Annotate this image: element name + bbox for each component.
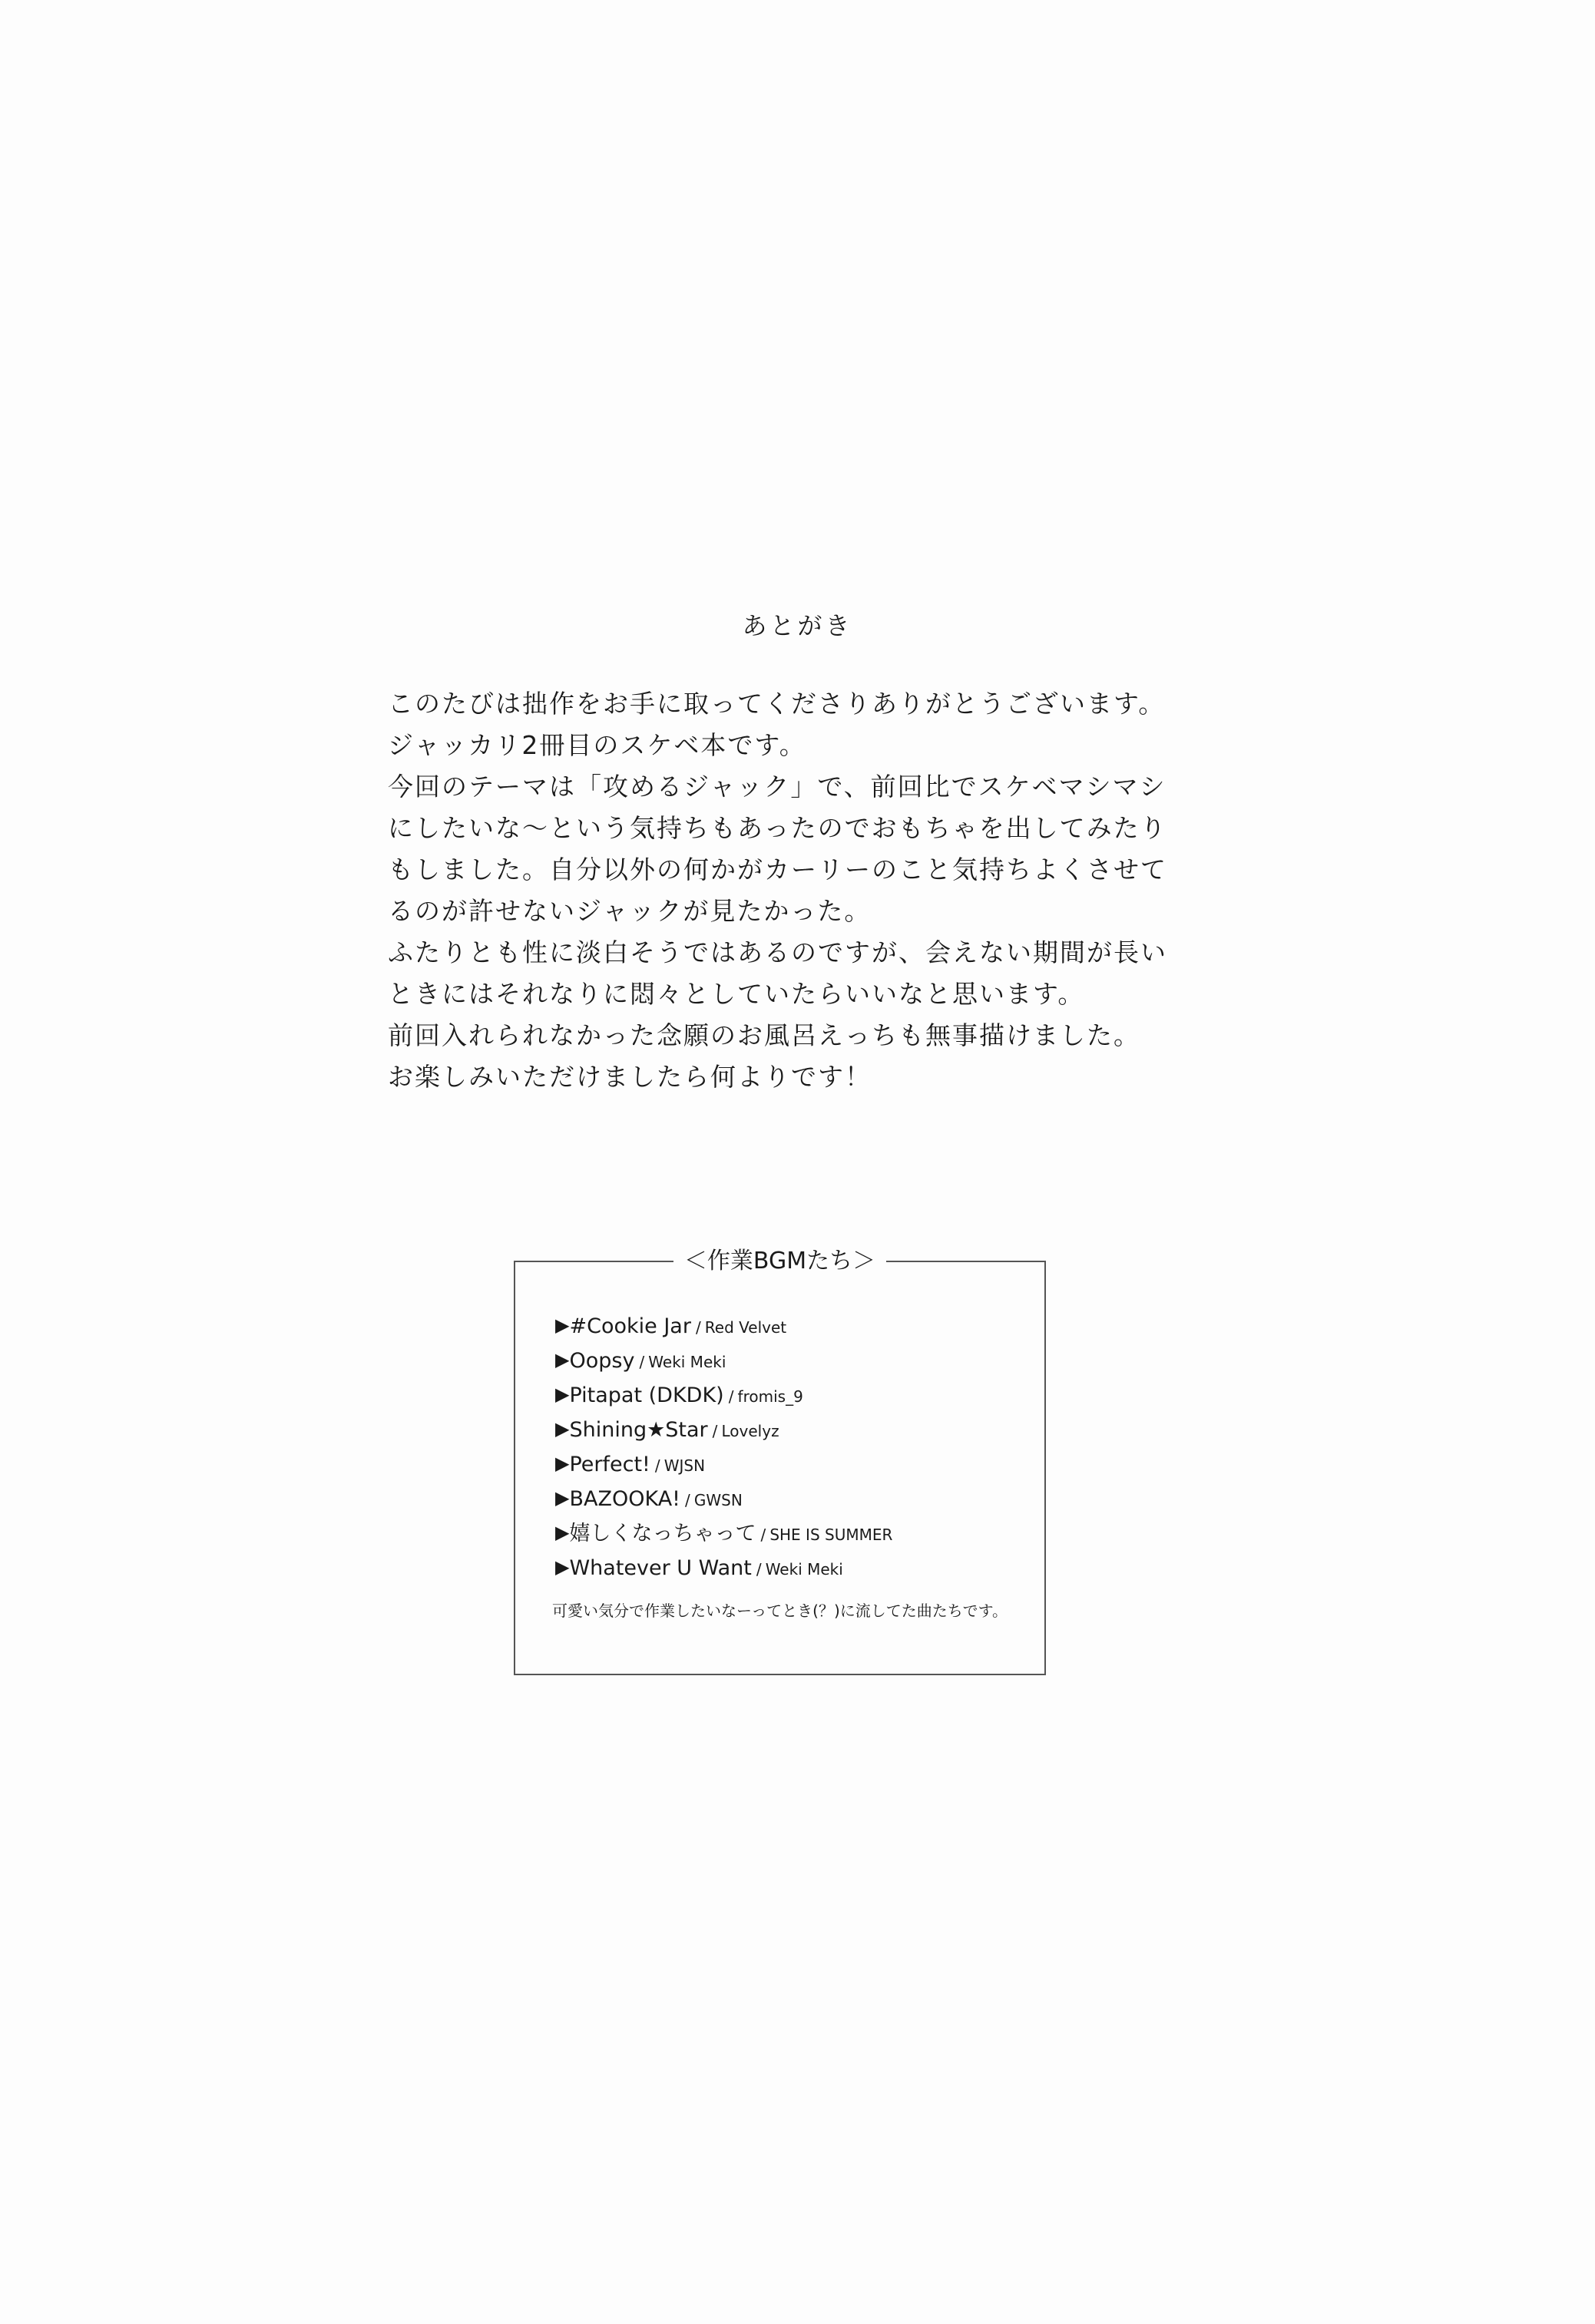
play-arrow-icon: ▶ xyxy=(555,1522,570,1543)
track-title: Whatever U Want xyxy=(569,1556,752,1580)
track-separator: / xyxy=(760,1526,766,1544)
body-line: ジャッカリ2冊目のスケベ本です。 xyxy=(388,730,806,760)
body-line: 今回のテーマは「攻めるジャック」で、前回比でスケベマシマシ xyxy=(388,772,1166,802)
track-artist: Lovelyz xyxy=(721,1422,779,1440)
body-line: にしたいな〜という気持ちもあったのでおもちゃを出してみたり xyxy=(388,813,1167,843)
track-artist: GWSN xyxy=(693,1491,743,1509)
track-title: Pitapat (DKDK) xyxy=(569,1383,724,1407)
bgm-track xyxy=(555,1308,892,1343)
play-arrow-icon: ▶ xyxy=(555,1383,570,1405)
track-artist: Weki Meki xyxy=(765,1560,843,1579)
play-arrow-icon: ▶ xyxy=(555,1556,570,1578)
body-line: るのが許せないジャックが見たかった。 xyxy=(388,896,872,926)
track-artist: SHE IS SUMMER xyxy=(769,1526,893,1544)
track-separator: / xyxy=(712,1422,718,1440)
track-artist: WJSN xyxy=(663,1456,706,1475)
body-line: もしました。自分以外の何かがカーリーのこと気持ちよくさせて xyxy=(388,855,1167,884)
play-arrow-icon: ▶ xyxy=(555,1418,570,1440)
play-arrow-icon: ▶ xyxy=(555,1453,570,1474)
body-line: 前回入れられなかった念願のお風呂えっちも無事描けました。 xyxy=(388,1020,1140,1050)
track-separator: / xyxy=(654,1456,660,1475)
track-separator: / xyxy=(756,1560,762,1579)
afterword-title: あとがき xyxy=(742,611,853,640)
track-title: Shining★Star xyxy=(569,1418,708,1442)
body-line: このたびは拙作をお手に取ってくださりありがとうございます。 xyxy=(388,689,1166,719)
bgm-track xyxy=(555,1481,892,1516)
bgm-track xyxy=(555,1412,892,1446)
bgm-track xyxy=(555,1343,892,1377)
bgm-heading-text: ＜作業BGMたち＞ xyxy=(673,1248,886,1274)
track-separator: / xyxy=(685,1491,690,1509)
track-title: 嬉しくなっちゃって xyxy=(569,1522,756,1545)
play-arrow-icon: ▶ xyxy=(555,1349,570,1370)
track-title: Oopsy xyxy=(569,1349,635,1373)
body-line: お楽しみいただけましたら何よりです！ xyxy=(388,1062,872,1092)
track-artist: Weki Meki xyxy=(648,1353,726,1371)
track-separator: / xyxy=(695,1318,701,1337)
bgm-heading xyxy=(515,1247,1044,1276)
bgm-track xyxy=(555,1377,892,1412)
track-title: BAZOOKA! xyxy=(569,1487,680,1511)
bgm-note: 可愛い気分で作業したいなーってとき(？)に流してた曲たちです。 xyxy=(551,1602,1008,1620)
track-title: Perfect! xyxy=(569,1453,650,1476)
play-arrow-icon: ▶ xyxy=(555,1487,570,1509)
track-separator: / xyxy=(639,1353,645,1371)
play-arrow-icon: ▶ xyxy=(555,1314,570,1336)
track-title: #Cookie Jar xyxy=(569,1314,691,1338)
afterword-body xyxy=(388,683,1248,1098)
bgm-track xyxy=(555,1446,892,1481)
track-artist: Red Velvet xyxy=(704,1318,787,1337)
bgm-track-list xyxy=(555,1308,892,1585)
bgm-box xyxy=(514,1248,1046,1675)
bgm-track xyxy=(555,1550,892,1585)
bgm-track xyxy=(555,1516,892,1550)
track-separator: / xyxy=(728,1387,734,1406)
body-line: ときにはそれなりに悶々としていたらいいなと思います。 xyxy=(388,979,1085,1009)
track-artist: fromis_9 xyxy=(737,1387,803,1406)
body-line: ふたりとも性に淡白そうではあるのですが、会えない期間が長い xyxy=(388,937,1167,967)
